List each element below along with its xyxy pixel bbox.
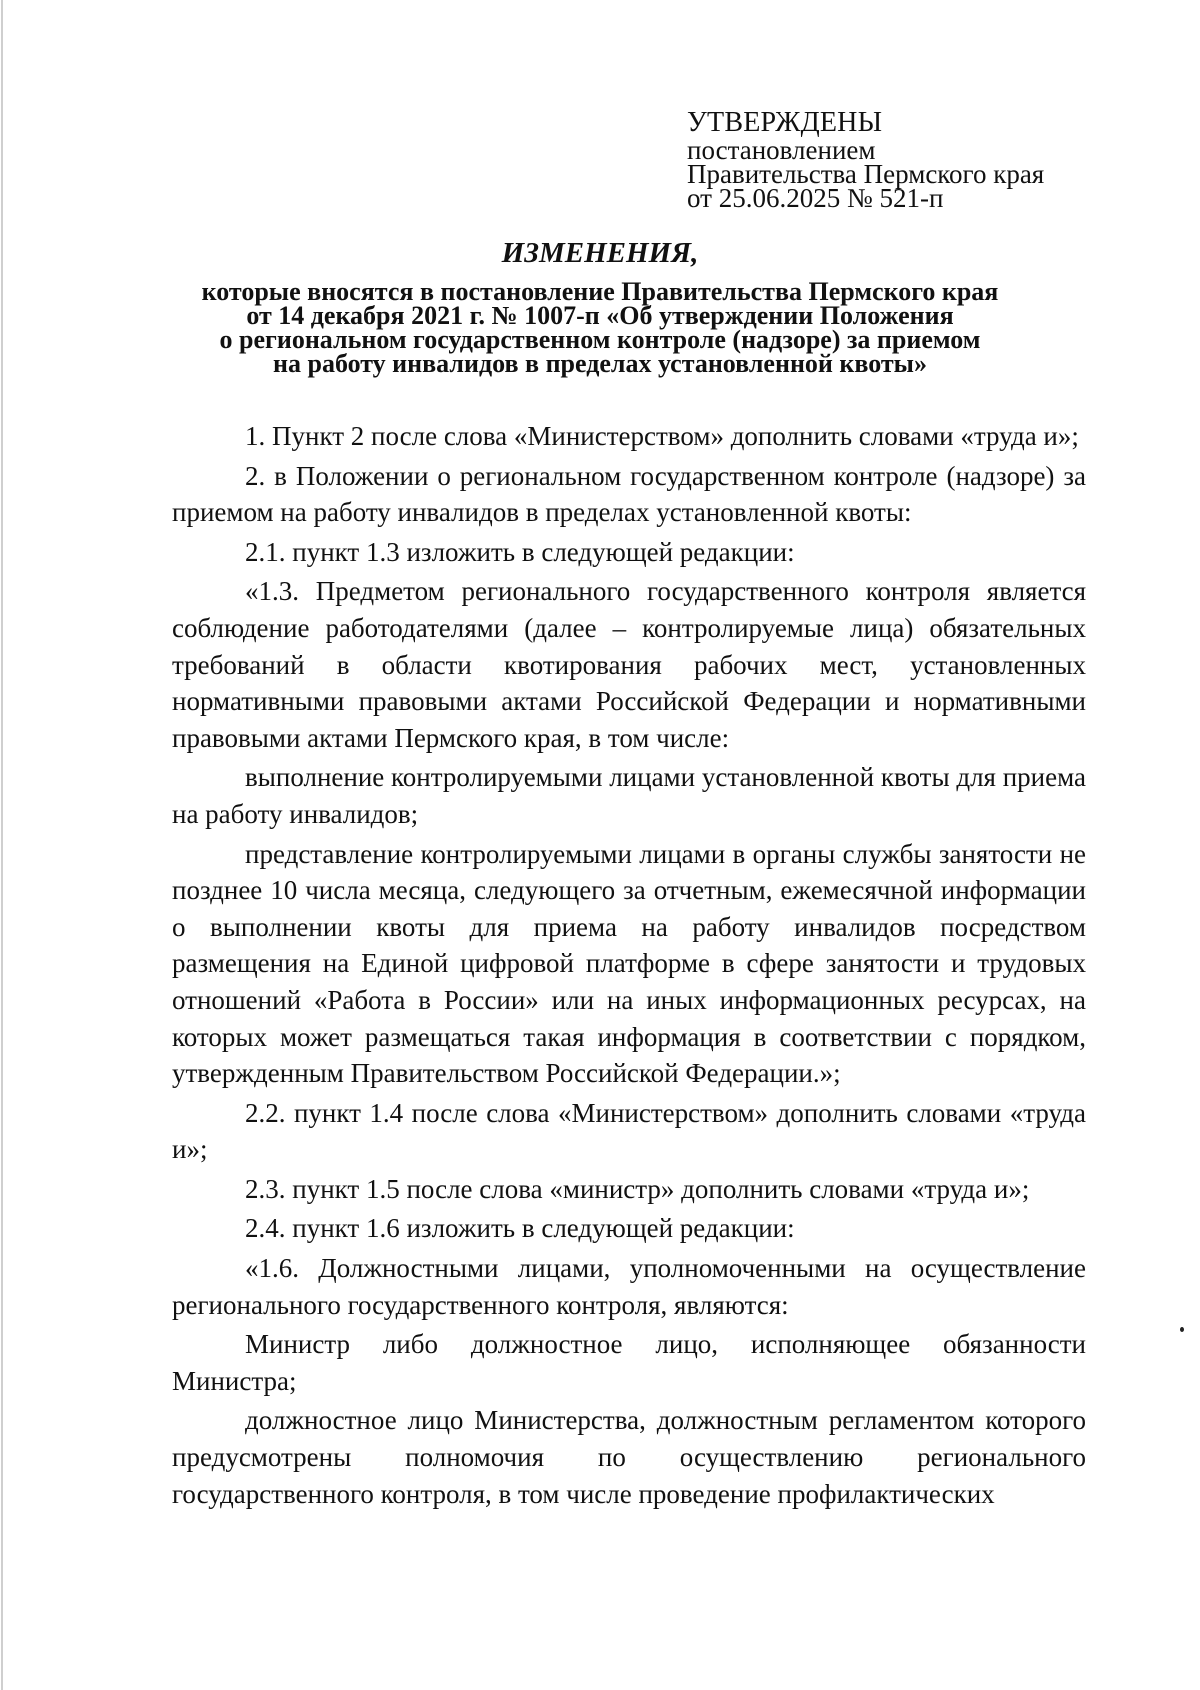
approval-stamp-block bbox=[687, 107, 1107, 213]
paragraph: «1.3. Предметом регионального государственного контроля является соблюдение работодателями (далее – контролируемые лица) обязательных требований в области квотирования рабочих мест, установленных нормативными правовыми актами Российской Федерации и нормативными правовыми актами Пермского края, в том числе: bbox=[172, 576, 1086, 753]
paragraph: 2.4. пункт 1.6 изложить в следующей редакции: bbox=[245, 1213, 795, 1244]
paragraph: 2.3. пункт 1.5 после слова «министр» дополнить словами «труда и»; bbox=[245, 1173, 1030, 1204]
document-title: ИЗМЕНЕНИЯ, bbox=[501, 237, 699, 269]
approval-line: Правительства Пермского края bbox=[687, 159, 1045, 189]
subtitle-line: о региональном государственном контроле (надзоре) за приемом bbox=[219, 325, 981, 354]
subtitle-line: от 14 декабря 2021 г. № 1007-п «Об утверждении Положения bbox=[246, 301, 954, 330]
paragraph: Министр либо должностное лицо, исполняющее обязанности Министра; bbox=[172, 1329, 1086, 1396]
scan-speck bbox=[1180, 1327, 1184, 1332]
paragraph: должностное лицо Министерства, должностным регламентом которого предусмотрены полномочия по осуществлению регионального государственного контроля, в том числе проведение профилактических bbox=[172, 1405, 1086, 1509]
paragraph: 2. в Положении о региональном государственном контроле (надзоре) за приемом на работу инвалидов в пределах установленной квоты: bbox=[172, 460, 1086, 528]
paragraph: 1. Пункт 2 после слова «Министерством» дополнить словами «труда и»; bbox=[245, 421, 1079, 451]
document-subtitle bbox=[120, 277, 1080, 378]
paragraph: 2.1. пункт 1.3 изложить в следующей редакции: bbox=[245, 536, 795, 567]
document-body bbox=[172, 418, 1086, 1515]
subtitle-line: на работу инвалидов в пределах установленной квоты» bbox=[273, 349, 927, 378]
subtitle-line: которые вносятся в постановление Правительства Пермского края bbox=[201, 277, 999, 306]
approval-line: постановлением bbox=[687, 135, 876, 165]
paragraph: «1.6. Должностными лицами, уполномоченными на осуществление регионального государственного контроля, являются: bbox=[172, 1253, 1086, 1320]
approval-line: от 25.06.2025 № 521-п bbox=[687, 183, 944, 213]
paragraph: выполнение контролируемыми лицами установленной квоты для приема на работу инвалидов; bbox=[172, 762, 1086, 829]
paragraph: 2.2. пункт 1.4 после слова «Министерством» дополнить словами «труда и»; bbox=[172, 1097, 1086, 1165]
paragraph: представление контролируемыми лицами в органы службы занятости не позднее 10 числа месяца, следующего за отчетным, ежемесячной информации о выполнении квоты для приема на работу инвалидов посредством размещения на Единой цифровой платформе в сфере занятости и трудовых отношений «Работа в России» или на иных информационных ресурсах, на которых может размещаться такая информация в соответствии с порядком, утвержденным Правительством Российской Федерации.»; bbox=[172, 838, 1086, 1089]
approval-heading: УТВЕРЖДЕНЫ bbox=[687, 107, 883, 138]
